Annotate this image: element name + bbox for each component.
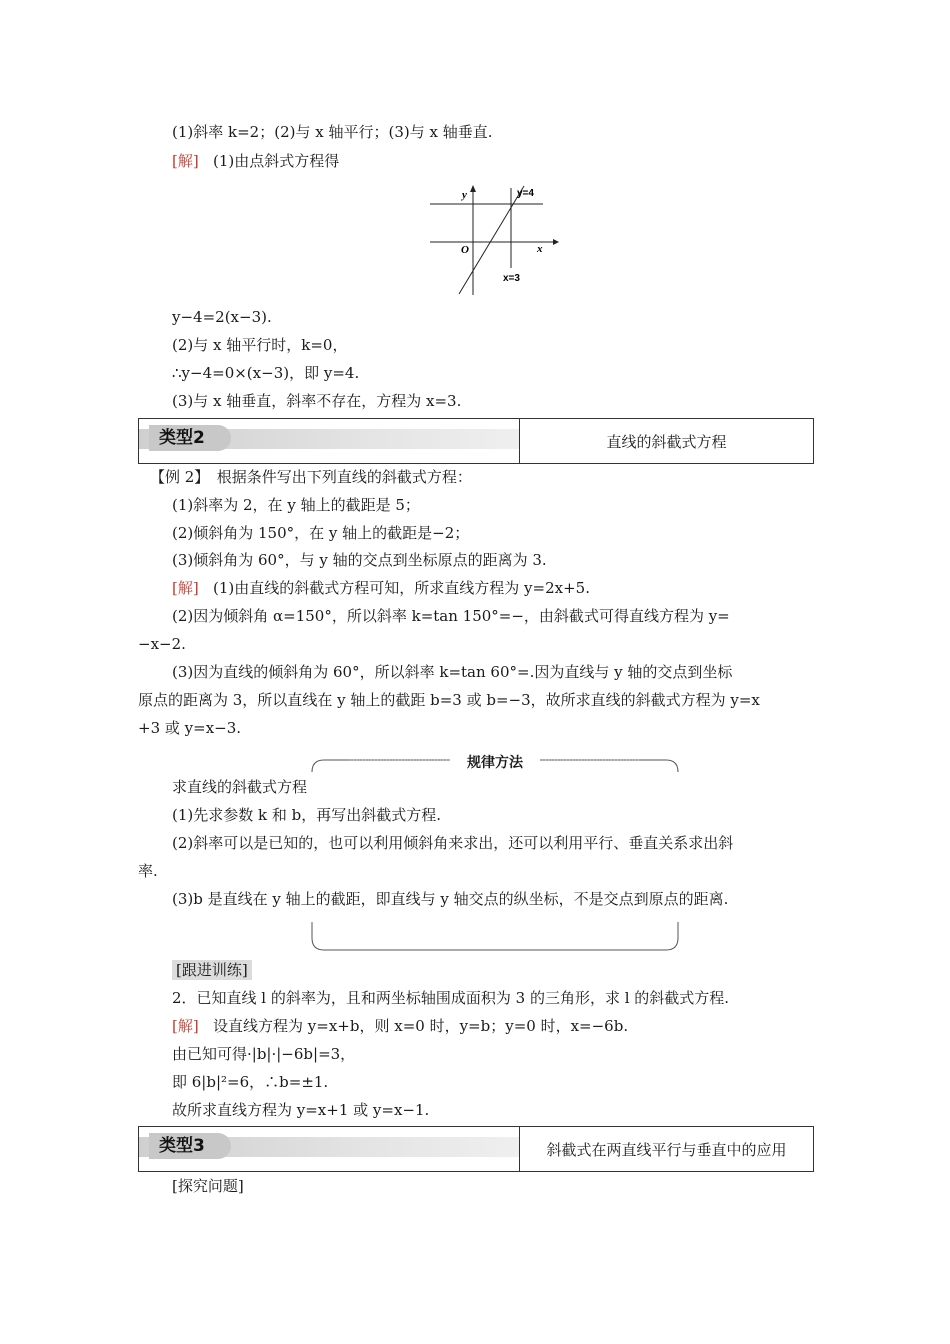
follow-up-tag: [跟进训练]	[172, 960, 252, 980]
method-label: 规律方法	[450, 752, 540, 772]
answer-1-text: (1)由直线的斜截式方程可知，所求直线方程为 y=2x+5.	[213, 579, 590, 597]
answer-2-line-1: (2)因为倾斜角 α=150°，所以斜率 k=tan 150°=−，由斜截式可得直线方程为 y=	[172, 607, 730, 625]
question-2: (2)倾斜角为 150°，在 y 轴上的截距是−2；	[172, 524, 470, 542]
answer-3-line-1: (3)因为直线的倾斜角为 60°，所以斜率 k=tan 60°=.因为直线与 y 轴的交点到坐标	[172, 663, 733, 681]
method-point-2: (2)斜率可以是已知的，也可以利用倾斜角来求出，还可以利用平行、垂直关系求出斜	[172, 834, 734, 852]
solution-tag: [解]	[172, 152, 199, 170]
section-header-type2	[138, 418, 814, 464]
section-title: 直线的斜截式方程	[606, 432, 727, 451]
solution-line-4: (3)与 x 轴垂直，斜率不存在，方程为 x=3.	[172, 392, 462, 410]
follow-up-answer-1-text: 设直线方程为 y=x+b，则 x=0 时，y=b；y=0 时，x=−6b.	[213, 1017, 629, 1035]
section-tag: 类型2	[149, 425, 231, 451]
question-3: (3)倾斜角为 60°，与 y 轴的交点到坐标原点的距离为 3.	[172, 551, 547, 569]
solution-tag: [解]	[172, 579, 199, 597]
method-point-3: (3)b 是直线在 y 轴上的截距，即直线与 y 轴交点的纵坐标，不是交点到原点的距离.	[172, 890, 729, 908]
answer-3-line-3: +3 或 y=x−3.	[138, 719, 242, 737]
method-point-1: (1)先求参数 k 和 b，再写出斜截式方程.	[172, 806, 442, 824]
section-tag: 类型3	[149, 1133, 231, 1159]
follow-up-answer-3: 即 6|b|²=6，∴b=±1.	[172, 1073, 329, 1091]
section-header-type3	[138, 1126, 814, 1172]
question-1: (1)斜率为 2，在 y 轴上的截距是 5；	[172, 496, 420, 514]
explore-tag: [探究问题]	[172, 1177, 244, 1195]
y-axis-arrow	[470, 185, 476, 192]
method-point-2-cont: 率.	[138, 862, 158, 880]
solution-line-3: ∴y−4=0×(x−3)，即 y=4.	[172, 364, 360, 382]
follow-up-answer-2: 由已知可得·|b|·|−6b|=3，	[172, 1045, 356, 1063]
follow-up-answer-4: 故所求直线方程为 y=x+1 或 y=x−1.	[172, 1101, 430, 1119]
vline-label: x=3	[503, 273, 520, 284]
answer-3-line-2: 原点的距离为 3，所以直线在 y 轴上的截距 b=3 或 b=−3，故所求直线的斜截式方程为 y=x	[138, 691, 760, 709]
example-heading: 【例 2】 根据条件写出下列直线的斜截式方程：	[150, 468, 472, 486]
problem-conditions: (1)斜率 k=2；(2)与 x 轴平行；(3)与 x 轴垂直.	[172, 123, 493, 141]
follow-up-answer-1	[172, 1016, 628, 1036]
hline-label: y=4	[517, 188, 534, 199]
origin-label: O	[461, 244, 469, 256]
follow-up-question: 2．已知直线 l 的斜率为，且和两坐标轴围成面积为 3 的三角形，求 l 的斜截式方程.	[172, 989, 730, 1007]
answer-1	[172, 578, 590, 598]
equation-point-slope: y−4=2(x−3).	[172, 308, 272, 326]
x-axis-label: x	[537, 243, 543, 255]
section-title: 斜截式在两直线平行与垂直中的应用	[546, 1140, 787, 1159]
method-title: 求直线的斜截式方程	[172, 778, 308, 796]
line-graph	[425, 180, 565, 300]
solution-text: (1)由点斜式方程得	[213, 152, 340, 170]
solution-line-1	[172, 151, 339, 171]
x-axis-arrow	[553, 239, 559, 245]
solution-tag: [解]	[172, 1017, 199, 1035]
solution-line-2: (2)与 x 轴平行时，k=0，	[172, 336, 348, 354]
y-axis-label: y	[462, 189, 467, 201]
answer-2-line-2: −x−2.	[138, 635, 186, 653]
